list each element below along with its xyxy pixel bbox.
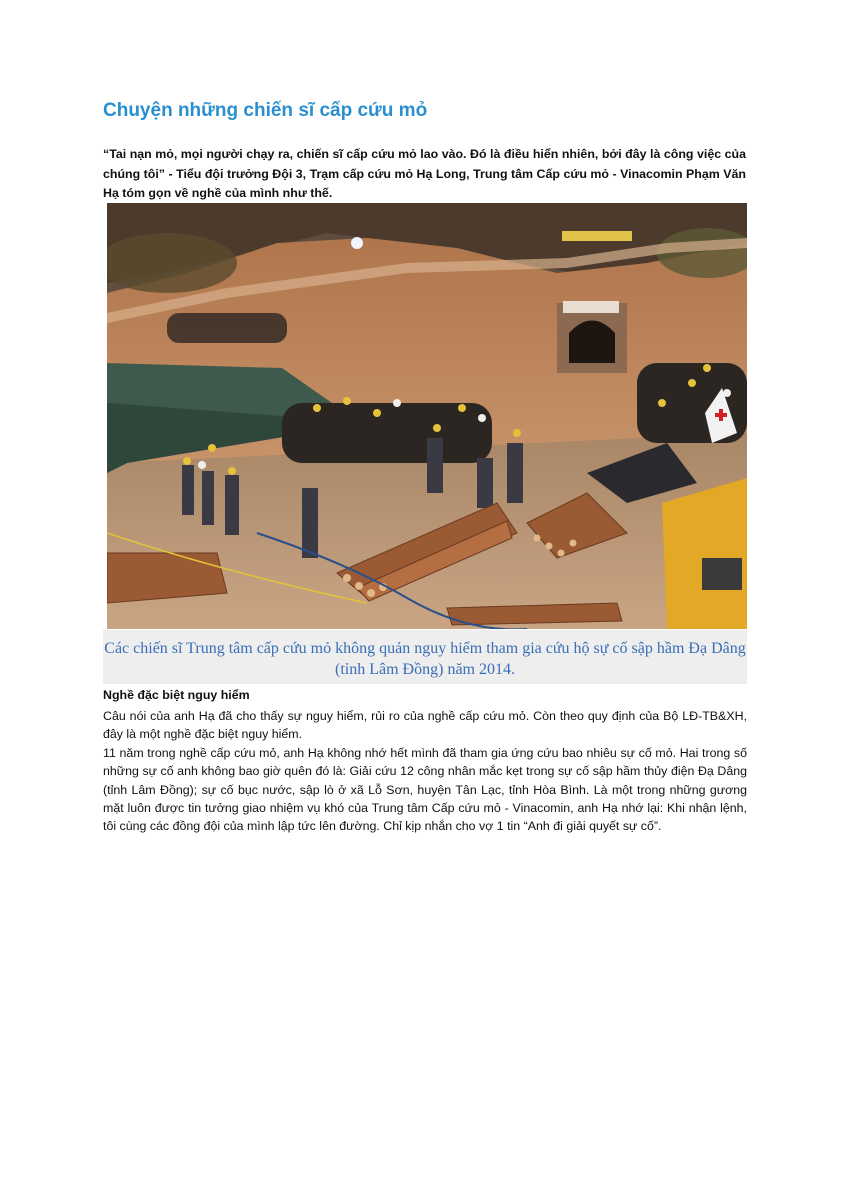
section-heading: Nghề đặc biệt nguy hiểm (103, 688, 250, 702)
article-lead: “Tai nạn mỏ, mọi người chạy ra, chiến sĩ cấp cứu mỏ lao vào. Đó là điều hiển nhiên, bởi đây là công việc của chúng tôi” - Tiểu đội trưởng Đội 3, Trạm cấp cứu mỏ Hạ Long, Trung tâm Cấp cứu mỏ - Vinacomin Phạm Văn Hạ tóm gọn về nghề của mình như thế. (103, 147, 746, 200)
body-paragraph: 11 năm trong nghề cấp cứu mỏ, anh Hạ không nhớ hết mình đã tham gia ứng cứu bao nhiêu sự cố mỏ. Hai trong số những sự cố anh không bao giờ quên đó là: Giải cứu 12 công nhân mắc kẹt trong sự cố sập hầm thủy điện Đạ Dâng (tỉnh Lâm Đồng); sự cố bục nước, sập lò ở xã Lỗ Sơn, huyện Tân Lạc, tỉnh Hòa Bình. Là một trong những gương mặt luôn được tin tưởng giao nhiệm vụ khó của Trung tâm Cấp cứu mỏ - Vinacomin, anh Hạ nhớ lại: Khi nhận lệnh, tôi cùng các đồng đội của mình lập tức lên đường. Chỉ kịp nhắn cho vợ 1 tin “Anh đi giải quyết sự cố”. (103, 745, 747, 834)
article-title: Chuyện những chiến sĩ cấp cứu mỏ (103, 100, 428, 121)
article-body (103, 707, 747, 836)
rescue-site-photo (107, 203, 747, 629)
body-paragraph: Câu nói của anh Hạ đã cho thấy sự nguy hiểm, rủi ro của nghề cấp cứu mỏ. Còn theo quy định của Bộ LĐ-TB&XH, đây là một nghề đặc biệt nguy hiểm. (103, 709, 747, 742)
photo-caption: Các chiến sĩ Trung tâm cấp cứu mỏ không quản nguy hiểm tham gia cứu hộ sự cố sập hầm Đạ Dâng (tỉnh Lâm Đồng) năm 2014. (104, 640, 746, 678)
